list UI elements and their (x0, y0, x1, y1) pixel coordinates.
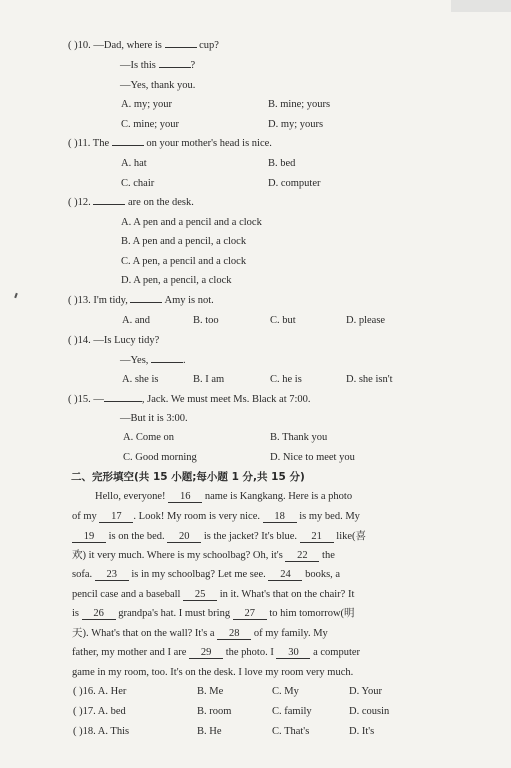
question-17-stem: ( )17. A. bed (73, 706, 126, 717)
option-d[interactable]: D. please (346, 315, 386, 326)
option-d[interactable]: D. Nice to meet you (270, 452, 355, 463)
option-c[interactable]: C. he is (270, 374, 302, 385)
passage-text: . Look! My room is very nice. (133, 511, 263, 522)
option-a[interactable]: A. and (122, 315, 150, 326)
passage-text: name is Kangkang. Here is a photo (202, 491, 353, 502)
passage-line (72, 530, 366, 544)
passage-line (72, 568, 340, 582)
option-d[interactable]: D. my; yours (268, 119, 324, 130)
option-b[interactable]: B. bed (268, 158, 296, 169)
option-d[interactable]: D. she isn't (346, 374, 393, 385)
cloze-blank-19[interactable]: 19 (72, 531, 106, 543)
question-12-stem: ( )12. are on the desk. (68, 197, 194, 208)
answer-blank[interactable] (130, 302, 162, 303)
page-corner-shadow (451, 0, 511, 12)
passage-text: is the jacket? It's blue. (201, 531, 300, 542)
option-d[interactable]: D. A pen, a pencil, a clock (121, 275, 232, 286)
passage-text: the (319, 550, 335, 561)
option-c[interactable]: C. Good morning (123, 452, 197, 463)
passage-text: to him tomorrow(明 (266, 608, 355, 619)
passage-line (95, 490, 352, 504)
passage-text: father, my mother and I are (72, 647, 190, 658)
passage-text: like(喜 (333, 531, 367, 542)
question-14-stem: ( )14. —Is Lucy tidy? (68, 335, 160, 346)
option-c[interactable]: C. My (272, 686, 299, 697)
passage-text: of my (72, 511, 100, 522)
passage-line (72, 588, 354, 602)
option-b[interactable]: B. mine; yours (268, 99, 331, 110)
passage-text: is on the bed. (106, 531, 168, 542)
option-d[interactable]: D. It's (349, 726, 375, 737)
passage-text: 天). What's that on the wall? It's a (72, 628, 218, 639)
section-2-heading: 二、完形填空(共 15 小题;每小题 1 分,共 15 分) (71, 471, 305, 483)
answer-blank[interactable] (159, 67, 191, 68)
question-14-line-2: —Yes, . (120, 355, 186, 366)
cloze-blank-29[interactable]: 29 (189, 647, 223, 659)
answer-blank[interactable] (104, 401, 142, 402)
option-d[interactable]: D. cousin (349, 706, 390, 717)
passage-text: the photo. I (223, 647, 277, 658)
passage-text: pencil case and a baseball (72, 589, 184, 600)
passage-text: books, a (302, 569, 341, 580)
passage-text: of my family. My (251, 628, 328, 639)
cloze-blank-20[interactable]: 20 (167, 531, 201, 543)
option-a[interactable]: A. hat (121, 158, 147, 169)
cloze-blank-26[interactable]: 26 (82, 608, 116, 620)
passage-line (72, 607, 355, 621)
ink-mark (14, 293, 18, 298)
question-10-line-2: —Is this ? (120, 60, 196, 71)
option-b[interactable]: B. He (197, 726, 222, 737)
question-10-stem: ( )10. —Dad, where is cup? (68, 40, 219, 51)
option-d[interactable]: D. Your (349, 686, 382, 697)
question-10-line-3: —Yes, thank you. (120, 80, 196, 91)
passage-text: is in my schoolbag? Let me see. (128, 569, 269, 580)
option-a[interactable]: A. A pen and a pencil and a clock (121, 217, 262, 228)
cloze-blank-23[interactable]: 23 (95, 569, 129, 581)
cloze-blank-28[interactable]: 28 (217, 628, 251, 640)
option-b[interactable]: B. too (193, 315, 219, 326)
passage-text: is my bed. My (296, 511, 360, 522)
passage-text: grandpa's hat. I must bring (115, 608, 233, 619)
option-b[interactable]: B. A pen and a pencil, a clock (121, 236, 247, 247)
passage-line (72, 666, 353, 680)
cloze-blank-27[interactable]: 27 (233, 608, 267, 620)
cloze-blank-30[interactable]: 30 (276, 647, 310, 659)
question-13-stem: ( )13. I'm tidy, Amy is not. (68, 295, 214, 306)
question-16-stem: ( )16. A. Her (73, 686, 127, 697)
option-c[interactable]: C. That's (272, 726, 310, 737)
passage-text: game in my room, too. It's on the desk. I love my room very much. (72, 667, 354, 678)
option-b[interactable]: B. Me (197, 686, 224, 697)
passage-line (72, 646, 360, 660)
option-b[interactable]: B. room (197, 706, 232, 717)
passage-text: 欢) it very much. Where is my schoolbag? Oh, it's (72, 550, 286, 561)
option-a[interactable]: A. she is (122, 374, 159, 385)
passage-text: in it. What's that on the chair? It (217, 589, 355, 600)
option-c[interactable]: C. A pen, a pencil and a clock (121, 256, 247, 267)
question-15-stem: ( )15. — , Jack. We must meet Ms. Black at 7:00. (68, 394, 311, 405)
answer-blank[interactable] (93, 204, 125, 205)
option-c[interactable]: C. family (272, 706, 312, 717)
option-c[interactable]: C. chair (121, 178, 155, 189)
option-b[interactable]: B. I am (193, 374, 225, 385)
cloze-blank-18[interactable]: 18 (263, 511, 297, 523)
option-a[interactable]: A. Come on (123, 432, 175, 443)
passage-text: sofa. (72, 569, 95, 580)
option-c[interactable]: C. mine; your (121, 119, 180, 130)
passage-text: a computer (310, 647, 361, 658)
cloze-blank-22[interactable]: 22 (285, 550, 319, 562)
question-18-stem: ( )18. A. This (73, 726, 130, 737)
passage-text: Hello, everyone! (95, 491, 169, 502)
answer-blank[interactable] (151, 362, 183, 363)
passage-text: is (72, 608, 82, 619)
passage-line (72, 510, 360, 524)
option-d[interactable]: D. computer (268, 178, 321, 189)
cloze-blank-24[interactable]: 24 (268, 569, 302, 581)
question-11-stem: ( )11. The on your mother's head is nice. (68, 138, 272, 149)
question-15-line-2: —But it is 3:00. (120, 413, 188, 424)
cloze-blank-21[interactable]: 21 (300, 531, 334, 543)
option-a[interactable]: A. my; your (121, 99, 173, 110)
passage-line (72, 627, 328, 641)
cloze-blank-16[interactable]: 16 (168, 491, 202, 503)
answer-blank[interactable] (112, 145, 144, 146)
passage-line (72, 549, 335, 563)
option-b[interactable]: B. Thank you (270, 432, 328, 443)
cloze-blank-17[interactable]: 17 (99, 511, 133, 523)
cloze-blank-25[interactable]: 25 (183, 589, 217, 601)
option-c[interactable]: C. but (270, 315, 296, 326)
answer-blank[interactable] (165, 47, 197, 48)
